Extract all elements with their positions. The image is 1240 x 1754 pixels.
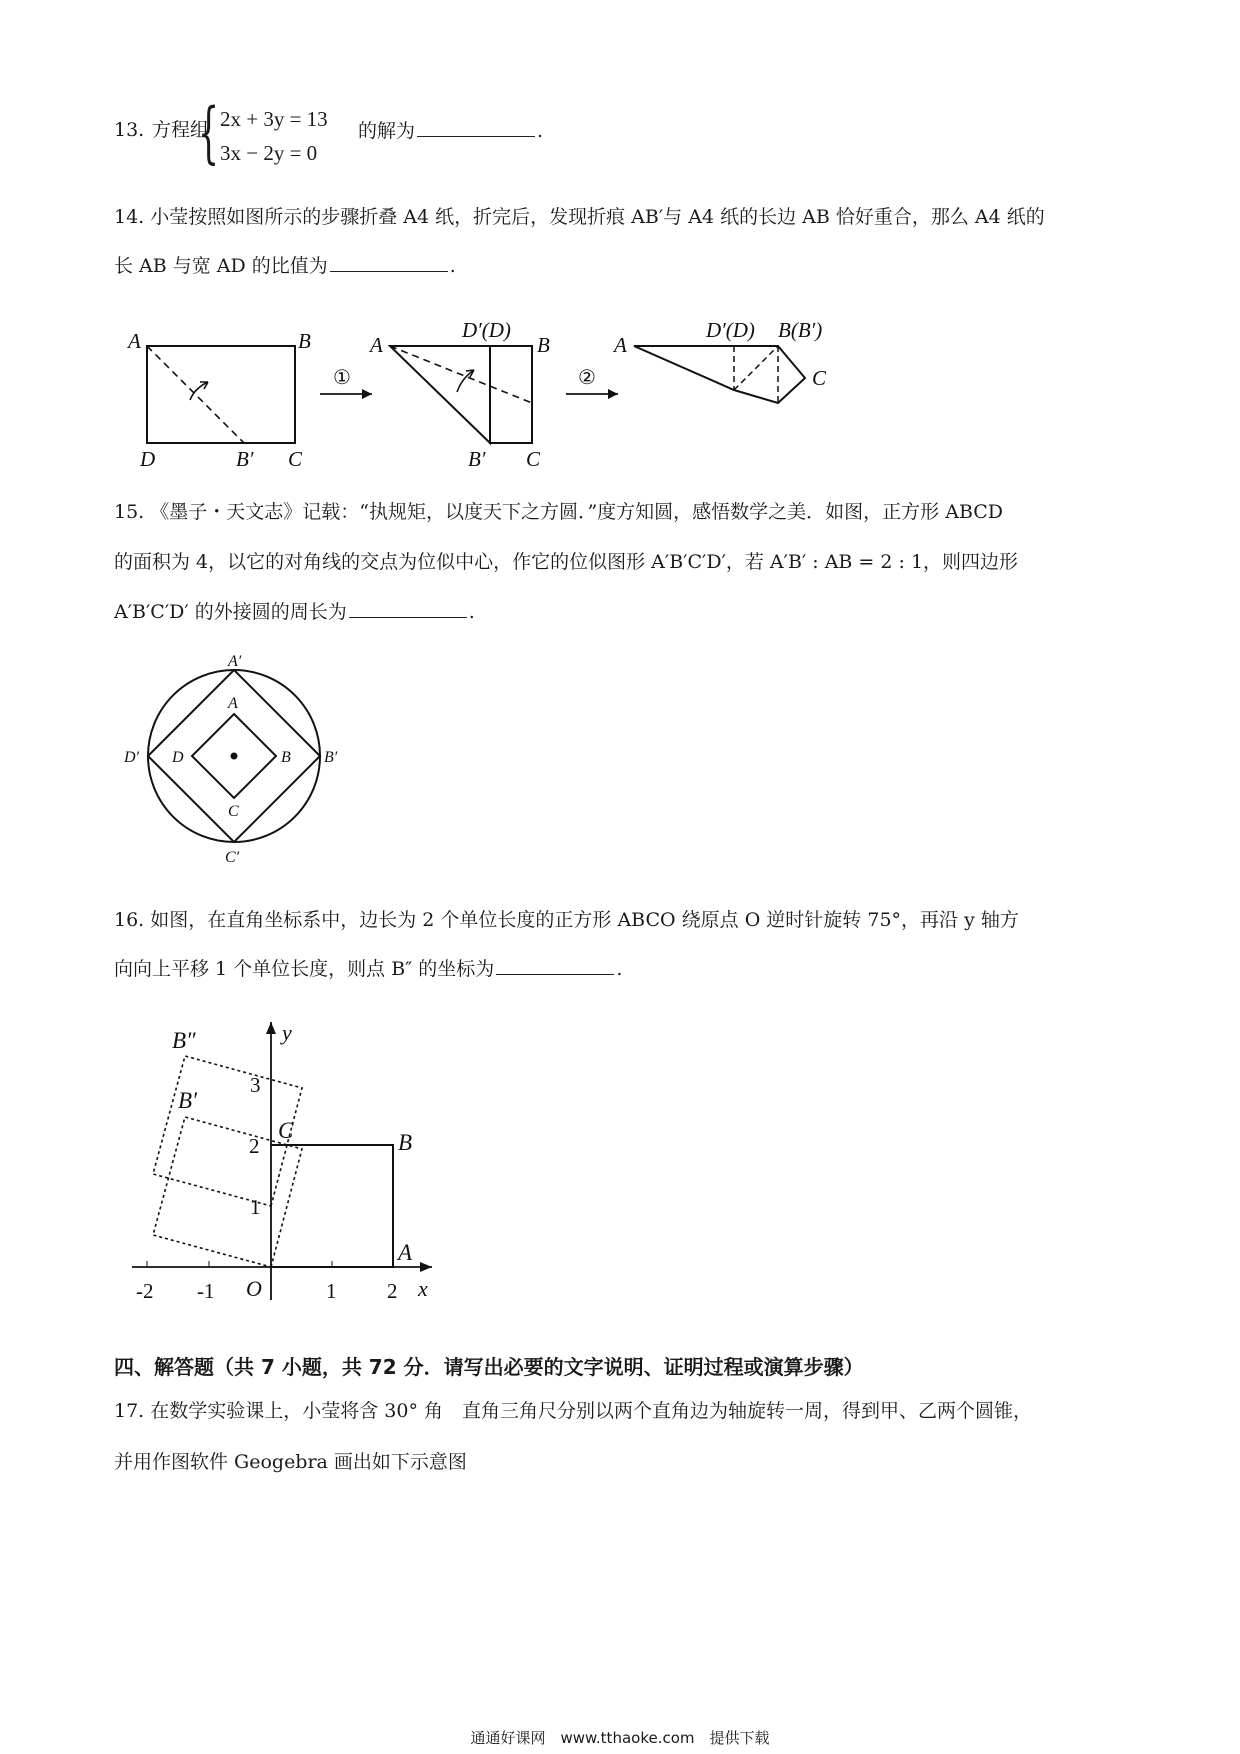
q16-label-Bpp: B″ — [172, 1028, 196, 1053]
q15-label-Bp: B′ — [324, 749, 338, 766]
q14-step2-label: ② — [578, 367, 596, 389]
q14-p1-A: A — [128, 329, 141, 353]
q14-p1-D: D — [140, 447, 156, 471]
q14-p2-Bp: B′ — [468, 447, 486, 471]
q14-p3-BBp: B(B′) — [778, 318, 823, 342]
q14-end: . — [449, 255, 456, 277]
q15-label-Dp: D′ — [124, 749, 140, 766]
q16-label-C: C — [278, 1118, 294, 1143]
q14-p2-DpD: D′(D) — [462, 318, 511, 342]
q15-line2: 的面积为 4，以它的对角线的交点为位似中心，作它的位似图形 A′B′C′D′，若 A′B′ : AB = 2 : 1，则四边形 — [114, 551, 1019, 573]
q16-x-axis-arrow — [420, 1262, 432, 1272]
q13-brace: { — [198, 94, 219, 171]
q14-p1-B: B — [298, 329, 311, 353]
q15-end: . — [468, 601, 475, 623]
q14-line1: 14. 小莹按照如图所示的步骤折叠 A4 纸，折完后，发现折痕 AB′与 A4 纸的长边 AB 恰好重合，那么 A4 纸的 — [114, 206, 1045, 228]
q16-end: . — [616, 958, 623, 980]
q16-tick-label-y-2: 3 — [250, 1073, 261, 1097]
q17-line1: 17. 在数学实验课上，小莹将含 30° 角 直角三角尺分别以两个直角边为轴旋转一周，得到甲、乙两个圆锥， — [114, 1400, 1033, 1422]
q15-label-Ap: A′ — [228, 653, 242, 670]
q16-line1: 16. 如图，在直角坐标系中，边长为 2 个单位长度的正方形 ABCO 绕原点 O 逆时针旋转 75°，再沿 y 轴方 — [114, 909, 1019, 931]
q16-tick-label-y-0: 1 — [250, 1195, 261, 1219]
q14-p2-C: C — [526, 447, 541, 471]
q14-p2-A: A — [370, 333, 383, 357]
q14-p3-A: A — [614, 333, 627, 357]
q13-prefix: 方程组 — [152, 119, 210, 141]
q15-label-Cp: C′ — [225, 849, 240, 866]
q16-label-A: A — [398, 1240, 413, 1265]
q14-p3-C: C — [812, 366, 827, 390]
q13-eq2: 3x − 2y = 0 — [220, 141, 318, 165]
q13-eq1: 2x + 3y = 13 — [220, 107, 328, 131]
q14-p1-Bp: B′ — [236, 447, 254, 471]
q16-y-axis-arrow — [266, 1022, 276, 1034]
q15-label-C: C — [228, 803, 239, 820]
q14-step1-label: ① — [333, 367, 351, 389]
q16-tick-label-x-2: 1 — [326, 1279, 337, 1303]
q16-label-x: x — [418, 1276, 428, 1301]
q16-label-y: y — [282, 1020, 292, 1045]
q16-tick-label-x-3: 2 — [387, 1279, 398, 1303]
q16-tick-label-x-1: -1 — [197, 1279, 215, 1303]
q15-line3: A′B′C′D′ 的外接圆的周长为 — [114, 601, 347, 623]
q16-label-B: B — [398, 1130, 413, 1155]
q15-label-B: B — [281, 749, 291, 766]
q14-line2: 长 AB 与宽 AD 的比值为 — [114, 255, 328, 277]
footer-watermark: 通通好课网 www.tthaoke.com 提供下载 — [470, 1729, 770, 1747]
section4-title: 四、解答题（共 7 小题，共 72 分．请写出必要的文字说明、证明过程或演算步骤） — [114, 1355, 864, 1379]
q15-line1: 15. 《墨子・天文志》记载：“执规矩，以度天下之方圆．”度方知圆，感悟数学之美．如图，正方形 ABCD — [114, 501, 1004, 523]
q16-line2: 向向上平移 1 个单位长度，则点 B″ 的坐标为 — [114, 958, 495, 980]
q13-end: . — [537, 120, 544, 142]
q14-p2-B: B — [537, 333, 550, 357]
q16-tick-label-x-0: -2 — [136, 1279, 154, 1303]
q15-label-D: D — [172, 749, 184, 766]
q14-p1-C: C — [288, 447, 303, 471]
q13-suffix-text: 的解为 — [358, 120, 416, 142]
q15-label-A: A — [228, 695, 238, 712]
q16-label-Bp: B′ — [178, 1088, 198, 1113]
q14-p3-DpD: D′(D) — [706, 318, 755, 342]
q16-square-ABCO — [271, 1145, 393, 1267]
q13-number: 13. — [114, 119, 145, 141]
q17-line2: 并用作图软件 Geogebra 画出如下示意图 — [114, 1451, 467, 1473]
q16-label-O: O — [246, 1276, 262, 1301]
q16-tick-label-y-1: 2 — [249, 1134, 260, 1158]
